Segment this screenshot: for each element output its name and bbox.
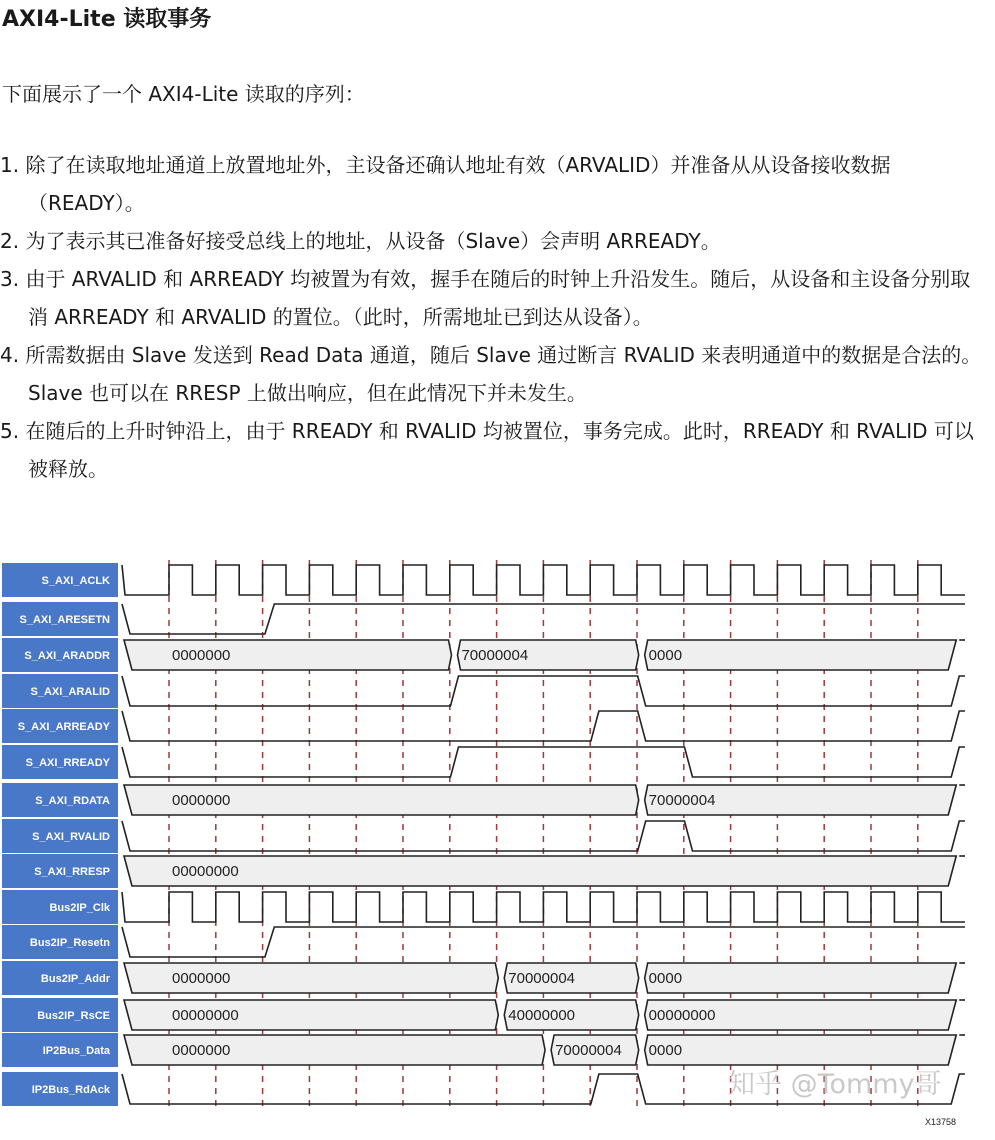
- section-heading: AXI4-Lite 读取事务: [2, 7, 212, 32]
- reset-waveform: [122, 927, 965, 957]
- signal-label: S_AXI_RRESP: [34, 866, 110, 878]
- bus-value: 70000004: [508, 970, 576, 987]
- signal-label: Bus2IP_Clk: [49, 902, 110, 914]
- bus-value: 0000: [648, 1042, 683, 1059]
- bit-waveform: [122, 747, 965, 777]
- clock-waveform: [122, 565, 965, 595]
- signal-s-axi-rdata: [2, 783, 965, 817]
- bus-value: 40000000: [508, 1007, 576, 1024]
- signal-s-axi-araddr: [2, 638, 965, 672]
- signal-label: Bus2IP_Resetn: [29, 937, 110, 949]
- signal-label: S_AXI_ARESETN: [19, 614, 110, 626]
- clock-waveform: [122, 892, 965, 922]
- bus-value: 00000000: [172, 863, 239, 880]
- bus-value: 0000000: [172, 1042, 231, 1059]
- bus-segment: [124, 856, 956, 886]
- signal-label: IP2Bus_RdAck: [31, 1084, 110, 1096]
- signal-label: S_AXI_ARALID: [30, 686, 110, 698]
- bus-value: 00000000: [172, 1007, 239, 1024]
- signal-s-axi-rvalid: [2, 819, 965, 853]
- bus-segment: [645, 1035, 957, 1065]
- bit-waveform: [122, 711, 965, 741]
- bus-value: 0000: [648, 970, 683, 987]
- signal-label: S_AXI_RDATA: [35, 795, 110, 807]
- signal-s-axi-aralid: [2, 674, 965, 708]
- step-item: 1. 除了在读取地址通道上放置地址外，主设备还确认地址有效（ARVALID）并准备从从设备接收数据（READY）。: [0, 153, 891, 215]
- signal-label: S_AXI_ACLK: [41, 575, 110, 587]
- step-item: 5. 在随后的上升时钟沿上，由于 RREADY 和 RVALID 均被置位，事务完成。此时，RREADY 和 RVALID 可以被释放。: [0, 419, 974, 481]
- signal-label: IP2Bus_Data: [42, 1045, 110, 1057]
- timing-diagram: [0, 555, 995, 1140]
- signal-s-axi-rready: [2, 745, 965, 779]
- signal-bus2ip-clk: [2, 890, 965, 924]
- signal-label: S_AXI_ARREADY: [17, 721, 110, 733]
- signal-label: S_AXI_RVALID: [32, 831, 110, 843]
- bus-value: 70000004: [648, 792, 716, 809]
- signal-bus2ip-resetn: [2, 925, 965, 959]
- watermark: 知乎 @Tommy哥: [728, 1069, 942, 1100]
- step-item: 3. 由于 ARVALID 和 ARREADY 均被置为有效，握手在随后的时钟上升沿发生。随后，从设备和主设备分别取消 ARREADY 和 ARVALID 的置位。（此时，所需地址已到达从设备）。: [0, 267, 971, 329]
- bus-value: 0000000: [172, 647, 231, 664]
- signal-ip2bus-data: [2, 1033, 965, 1067]
- signal-label: S_AXI_RREADY: [25, 757, 110, 769]
- signal-s-axi-arready: [2, 709, 965, 743]
- signal-label: Bus2IP_RsCE: [37, 1010, 110, 1022]
- bus-value: 0000000: [172, 792, 231, 809]
- intro-text: 下面展示了一个 AXI4-Lite 读取的序列：: [2, 82, 365, 106]
- signal-s-axi-rresp: [2, 854, 965, 888]
- bus-value: 70000004: [555, 1042, 622, 1059]
- signal-label: S_AXI_ARADDR: [24, 650, 110, 662]
- step-item: 2. 为了表示其已准备好接受总线上的地址，从设备（Slave）会声明 ARREADY。: [0, 229, 721, 253]
- signal-label: Bus2IP_Addr: [40, 973, 110, 985]
- bus-value: 0000: [648, 647, 683, 664]
- bus-value: 00000000: [648, 1007, 716, 1024]
- bus-segment: [645, 963, 957, 993]
- signal-bus2ip-addr: [2, 961, 965, 995]
- signal-s-axi-aclk: [2, 563, 965, 597]
- signal-bus2ip-rsce: [2, 998, 965, 1032]
- figure-id: X13758: [925, 1117, 957, 1127]
- steps-list: [0, 146, 990, 488]
- step-item: 4. 所需数据由 Slave 发送到 Read Data 通道，随后 Slave 通过断言 RVALID 来表明通道中的数据是合法的。Slave 也可以在 RRESP 上做出响应，但在此情况下并未发生。: [0, 343, 982, 405]
- signal-s-axi-aresetn: [2, 602, 965, 636]
- bus-segment: [645, 640, 957, 670]
- bus-value: 0000000: [172, 970, 231, 987]
- bus-value: 70000004: [461, 647, 529, 664]
